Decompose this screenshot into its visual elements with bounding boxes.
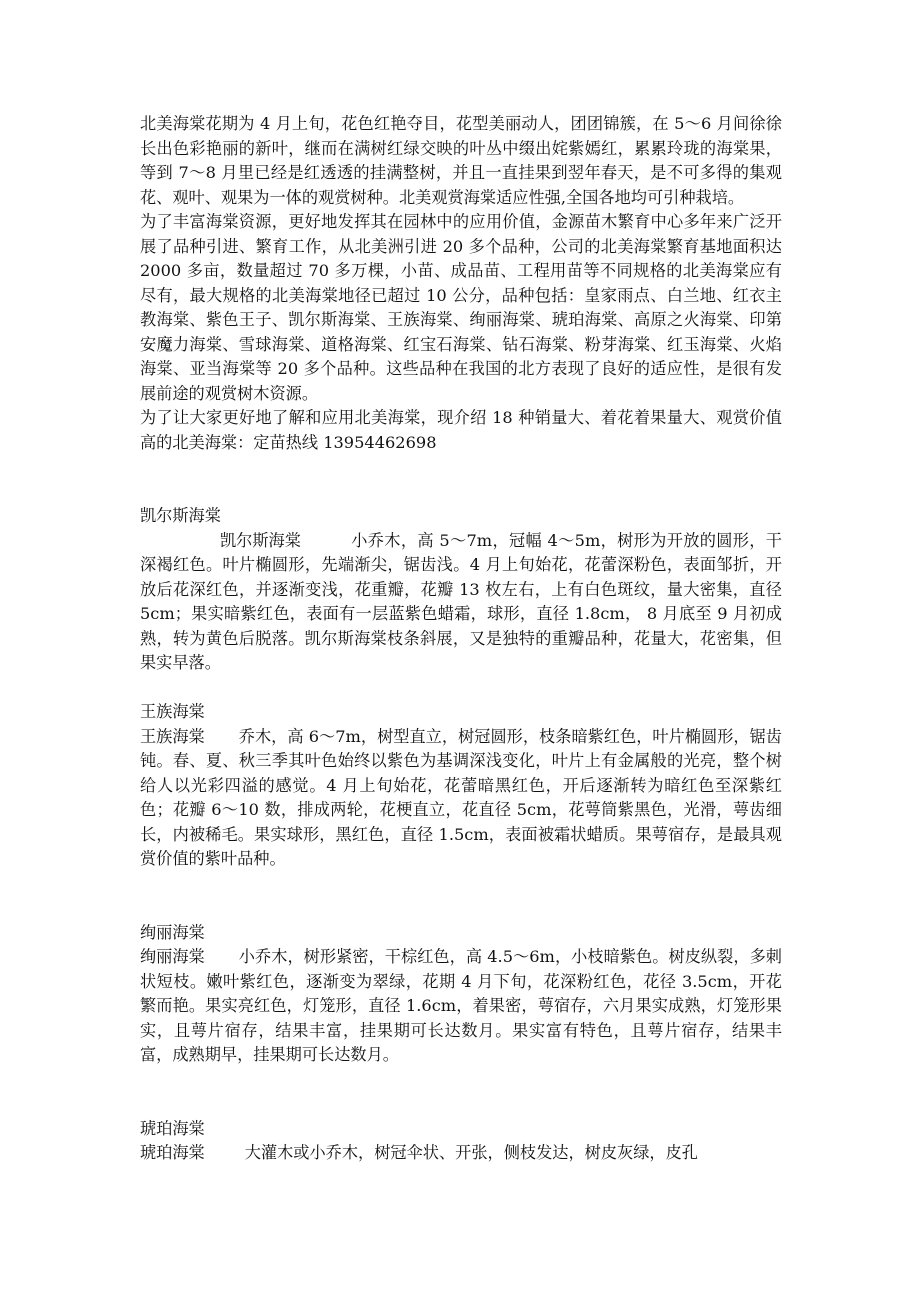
section-body	[140, 945, 782, 1068]
section-text: 大灌木或小乔木，树冠伞状、开张，侧枝发达，树皮灰绿，皮孔	[244, 1143, 698, 1162]
spacer	[140, 872, 782, 921]
section-body	[140, 529, 782, 676]
section-body	[140, 1141, 782, 1166]
section-text: 乔木，高 6～7m，树型直立，树冠圆形，枝条暗紫红色，叶片椭圆形，锯齿钝。春、夏、秋三季其叶色始终以紫色为基调深浅变化，叶片上有金属般的光亮，整个树给人以光彩四溢的感觉。4 月上旬始花，花蕾暗黑红色，开后逐渐转为暗红色至深紫红色；花瓣 6～10 数，排成两轮，花梗直立，花直径 5cm，花萼筒紫黑色，光滑，萼齿细长，内被稀毛。果实球形，黑红色，直径 1.5cm，表面被霜状蜡质。果萼宿存，是最具观赏价值的紫叶品种。	[140, 726, 782, 868]
section-title: 王族海棠	[140, 702, 205, 721]
section-text: 小乔木，树形紧密，干棕红色，高 4.5～6m，小枝暗紫色。树皮纵裂，多刺状短枝。嫩叶紫红色，逐渐变为翠绿，花期 4 月下旬，花深粉红色，花径 3.5cm，开花繁而艳。果实亮红色，灯笼形，直径 1.6cm，着果密，萼宿存，六月果实成熟，灯笼形果实，且萼片宿存，结果丰富，挂果期可长达数月。果实富有特色，且萼片宿存，结果丰富，成熟期早，挂果期可长达数月。	[140, 947, 782, 1064]
section-text: 小乔木，高 5～7m，冠幅 4～5m，树形为开放的圆形，干深褐红色。叶片椭圆形，先端渐尖，锯齿浅。4 月上旬始花，花蕾深粉色，表面邹折，开放后花深红色，并逐渐变浅，花重瓣，花瓣 13 枚左右，上有白色斑纹，量大密集，直径 5cm；果实暗紫红色，表面有一层蓝紫色蜡霜，球形，直径 1.8cm， 8 月底至 9 月初成熟，转为黄色后脱落。凯尔斯海棠枝条斜展，又是独特的重瓣品种，花量大，花密集，但果实早落。	[140, 530, 782, 672]
intro-paragraph-2: 为了丰富海棠资源，更好地发挥其在园林中的应用价值，金源苗木繁育中心多年来广泛开展了品种引进、繁育工作，从北美洲引进 20 多个品种，公司的北美海棠繁育基地面积达 2000 多亩，数量超过 70 多万棵，小苗、成品苗、工程用苗等不同规格的北美海棠应有尽有，最大规格的北美海棠地径已超过 10 公分，品种包括：皇家雨点、白兰地、红衣主教海棠、紫色王子、凯尔斯海棠、王族海棠、绚丽海棠、琥珀海棠、高原之火海棠、印第安魔力海棠、雪球海棠、道格海棠、红宝石海棠、钻石海棠、粉芽海棠、红玉海棠、火焰海棠、亚当海棠等 20 多个品种。这些品种在我国的北方表现了良好的适应性，是很有发展前途的观赏树木资源。	[140, 212, 782, 403]
section-body	[140, 725, 782, 872]
section-lead: 绚丽海棠	[140, 947, 205, 966]
section-lead: 王族海棠	[140, 726, 205, 746]
section-title: 绚丽海棠	[140, 922, 205, 942]
intro-paragraph-1: 北美海棠花期为 4 月上旬，花色红艳夺目，花型美丽动人，团团锦簇，在 5～6 月间徐徐长出色彩艳丽的新叶，继而在满树红绿交映的叶丛中缀出姹紫嫣红，累累玲珑的海棠果，等到 7～8 月里已经是红透透的挂满整树，并且一直挂果到翌年春天，是不可多得的集观花、观叶、观果为一体的观赏树种。北美观赏海棠适应性强,全国各地均可引种栽培。	[140, 114, 782, 207]
spacer	[140, 676, 782, 701]
section-title: 凯尔斯海棠	[140, 506, 221, 525]
section-title: 琥珀海棠	[140, 1118, 205, 1138]
intro-paragraph-3: 为了让大家更好地了解和应用北美海棠，现介绍 18 种销量大、着花着果量大、观赏价值高的北美海棠：定苗热线 13954462698	[140, 408, 782, 452]
spacer	[140, 1068, 782, 1117]
section-lead: 琥珀海棠	[140, 1143, 205, 1162]
section-lead: 凯尔斯海棠	[220, 530, 301, 550]
spacer	[140, 455, 782, 504]
document-body	[140, 112, 782, 1166]
